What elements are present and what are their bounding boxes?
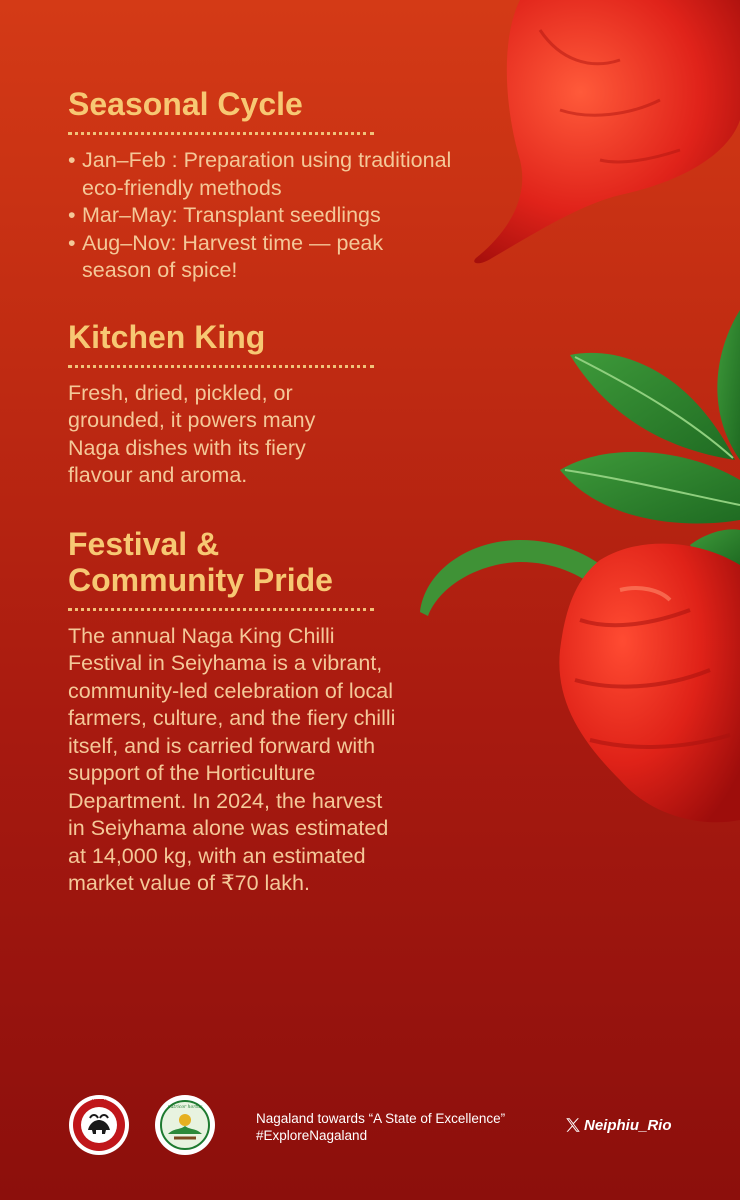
dotted-divider [68,365,374,368]
svg-text:UNITY: UNITY [91,1099,107,1105]
tagline-hashtag: #ExploreNagaland [256,1128,368,1143]
footer-tagline [256,1110,505,1144]
heading-festival-line2: Community Pride [68,561,333,598]
nagaland-seal-logo [68,1094,130,1156]
leaf-2 [717,310,740,460]
x-handle[interactable] [564,1116,672,1134]
leaf-1 [570,353,735,460]
heading-festival-line1: Festival & [68,525,220,562]
heading-seasonal-cycle: Seasonal Cycle [68,86,303,122]
big-chilli [559,544,740,823]
heading-kitchen-king: Kitchen King [68,318,266,355]
horticulture-logo [154,1094,216,1156]
kitchen-king-text: Fresh, dried, pickled, or grounded, it powers many Naga dishes with its fiery flavour and aroma. [68,380,316,487]
leaf-4 [690,529,740,565]
x-handle-text: Neiphiu_Rio [584,1116,672,1134]
leaf-3 [560,452,740,524]
content-column [68,86,458,898]
footer [0,1082,740,1162]
x-logo-icon [564,1116,582,1134]
list-item: • Mar–May: Transplant seedlings [68,202,458,230]
seasonal-list [68,147,458,285]
svg-text:nutricor hortus: nutricor hortus [167,1105,203,1110]
top-chilli [474,0,740,263]
festival-text: The annual Naga King Chilli Festival in Seiyhama is a vibrant, community-led celebration of local farmers, culture, and the fiery chilli itself, and is carried forward with support of the Horticulture Department. In 2024, the harvest in Seiyhama alone was estimated at 14,000 kg, with an estimated market value of ₹70 lakh. [68,623,396,895]
dotted-divider [68,132,374,135]
dotted-divider [68,608,374,611]
list-item: • Aug–Nov: Harvest time — peak season of spice! [68,230,458,285]
tagline-line1: Nagaland towards “A State of Excellence” [256,1111,506,1126]
section-seasonal-cycle [68,86,458,285]
list-item: • Jan–Feb : Preparation using traditional eco-friendly methods [68,147,458,202]
section-festival [68,526,458,898]
section-kitchen-king [68,319,458,490]
